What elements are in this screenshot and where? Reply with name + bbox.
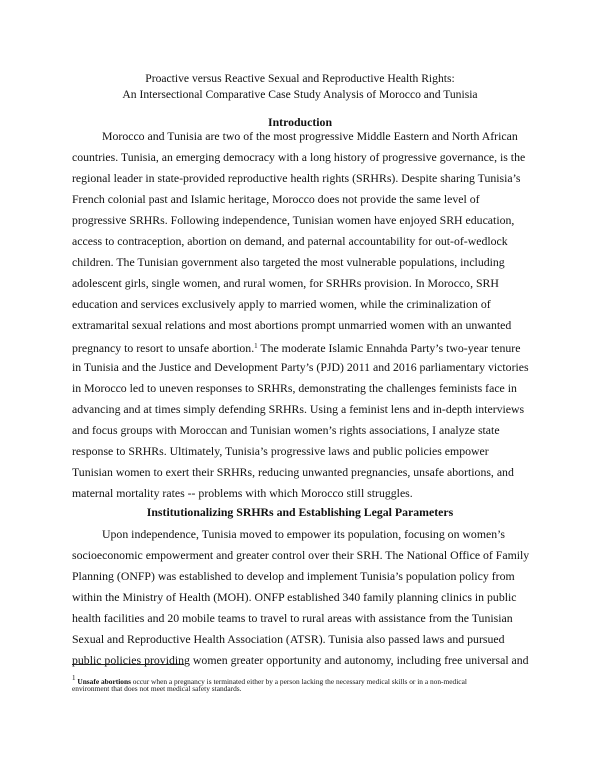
paragraph-line-text: The moderate Islamic Ennahda Party’s two-year tenure xyxy=(257,341,521,355)
paragraph-line: advancing and at times simply defending SRHRs. Using a feminist lens and in-depth interviews xyxy=(72,402,525,416)
section-heading-institutionalizing: Institutionalizing SRHRs and Establishing Legal Parameters xyxy=(146,505,454,519)
paragraph-line xyxy=(72,338,532,356)
footnote-term: Unsafe abortions xyxy=(77,677,131,686)
paragraph-line: maternal mortality rates -- problems with which Morocco still struggles. xyxy=(72,486,413,500)
paragraph-line: Tunisian women to exert their SRHRs, reducing unwanted pregnancies, unsafe abortions, and xyxy=(72,465,514,479)
paragraph-line: within the Ministry of Health (MOH). ONFP established 340 family planning clinics in public xyxy=(72,590,517,604)
paragraph-line: children. The Tunisian government also targeted the most vulnerable populations, including xyxy=(72,255,505,269)
section-heading-introduction: Introduction xyxy=(267,115,333,129)
footnote-number: 1 xyxy=(72,674,76,682)
paragraph-line: Sexual and Reproductive Health Association (ATSR). Tunisia also passed laws and pursued xyxy=(72,632,505,646)
paragraph-line: response to SRHRs. Ultimately, Tunisia’s progressive laws and public policies empower xyxy=(72,444,489,458)
paragraph-line-text: pregnancy to resort to unsafe abortion. xyxy=(72,341,255,355)
paragraph-line: Planning (ONFP) was established to develop and implement Tunisia’s population policy from xyxy=(72,569,515,583)
paragraph-line: countries. Tunisia, an emerging democracy with a long history of progressive governance, is the xyxy=(72,150,526,164)
footnote-text: occur when a pregnancy is terminated either by a person lacking the necessary medical skills or in a non-medical xyxy=(130,677,467,686)
paragraph-line: public policies providing women greater opportunity and autonomy, including free universal and xyxy=(72,653,529,667)
paragraph-line: progressive SRHRs. Following independence, Tunisian women have enjoyed SRH education, xyxy=(72,213,515,227)
paper-title-line-1: Proactive versus Reactive Sexual and Reproductive Health Rights: xyxy=(145,72,455,85)
paragraph-line: Upon independence, Tunisia moved to empower its population, focusing on women’s xyxy=(102,527,506,541)
paragraph-line: access to contraception, abortion on demand, and paternal accountability for out-of-wedlock xyxy=(72,234,508,248)
paragraph-line: and focus groups with Moroccan and Tunisian women’s rights associations, I analyze state xyxy=(72,423,500,437)
paper-title-line-2: An Intersectional Comparative Case Study Analysis of Morocco and Tunisia xyxy=(122,88,478,101)
paragraph-line: socioeconomic empowerment and greater control over their SRH. The National Office of Family xyxy=(72,548,530,562)
footnote-line: environment that does not meet medical safety standards. xyxy=(72,684,242,693)
paragraph-line: regional leader in state-provided reproductive health rights (SRHRs). Despite sharing Tunisia’s xyxy=(72,171,521,185)
paragraph-line: education and services exclusively apply to married women, while the criminalization of xyxy=(72,297,491,311)
paragraph-line: French colonial past and Islamic heritage, Morocco does not provide the same level of xyxy=(72,192,480,206)
paragraph-line: health facilities and 20 mobile teams to travel to rural areas with assistance from the Tunisian xyxy=(72,611,513,625)
footnote-reference[interactable]: 1 xyxy=(254,342,258,350)
paragraph-line: in Tunisia and the Justice and Development Party’s (PJD) 2011 and 2016 parliamentary victories xyxy=(72,360,529,374)
paragraph-line: in Morocco led to uneven responses to SRHRs, demonstrating the challenges feminists face in xyxy=(72,381,517,395)
paragraph-line: extramarital sexual relations and most abortions prompt unmarried women with an unwanted xyxy=(72,318,512,332)
paragraph-line: adolescent girls, single women, and rural women, for SRHRs provision. In Morocco, SRH xyxy=(72,276,499,290)
footnote-divider xyxy=(72,664,184,665)
paragraph-line: Morocco and Tunisia are two of the most progressive Middle Eastern and North African xyxy=(102,129,518,143)
